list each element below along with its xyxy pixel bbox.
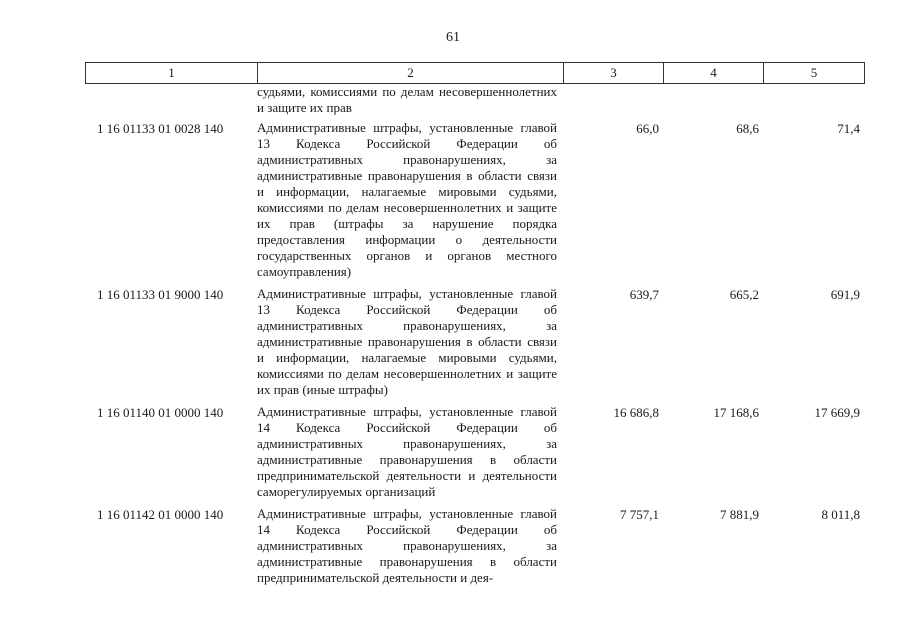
row-value-col-3 (563, 84, 663, 85)
row-value-col-5: 17 669,9 (814, 405, 860, 420)
row-value-col-3: 639,7 (629, 287, 659, 302)
row-description: судьями, комиссиями по делам несовершеннолетних и защите их прав (257, 84, 557, 115)
row-value-col-5: 71,4 (837, 121, 860, 136)
row-description: Административные штрафы, установленные главой 14 Кодекса Российской Федерации об административных правонарушениях, за административные правонарушения в области предпринимательской деятельности и дея- (257, 506, 557, 585)
row-description: Административные штрафы, установленные главой 13 Кодекса Российской Федерации об административных правонарушениях, за административные правонарушения в области связи и информации, налагаемые мировыми судьями, комиссиями по делам несовершеннолетних и защите их прав (штрафы за нарушение порядка предоставления информации о деятельности государственных органов и органов местного самоуправления) (257, 120, 557, 279)
table-row (85, 286, 864, 398)
row-value-col-3: 16 686,8 (613, 405, 659, 420)
header-col-3: 3 (564, 63, 664, 84)
row-value-col-4: 665,2 (729, 287, 759, 302)
row-value-col-3: 7 757,1 (620, 507, 659, 522)
page-number: 61 (446, 30, 460, 45)
header-col-5: 5 (764, 63, 865, 84)
table-row (85, 84, 864, 116)
row-code: 1 16 01142 01 0000 140 (97, 507, 224, 522)
row-value-col-4: 68,6 (736, 121, 759, 136)
row-value-col-4: 17 168,6 (713, 405, 759, 420)
table-body (85, 84, 864, 586)
row-description: Административные штрафы, установленные главой 13 Кодекса Российской Федерации об административных правонарушениях, за административные правонарушения в области связи и информации, налагаемые мировыми судьями, комиссиями по делам несовершеннолетних и защите их прав (иные штрафы) (257, 286, 557, 397)
row-value-col-4 (663, 84, 763, 85)
row-value-col-5: 691,9 (830, 287, 860, 302)
row-value-col-4: 7 881,9 (720, 507, 759, 522)
table-row (85, 404, 864, 500)
table-row (85, 506, 864, 586)
header-col-2: 2 (258, 63, 564, 84)
row-code: 1 16 01140 01 0000 140 (97, 405, 224, 420)
row-value-col-3: 66,0 (636, 121, 659, 136)
header-col-1: 1 (86, 63, 258, 84)
row-code: 1 16 01133 01 0028 140 (97, 121, 224, 136)
row-code (85, 84, 257, 85)
row-value-col-5: 8 011,8 (821, 507, 860, 522)
row-description: Административные штрафы, установленные главой 14 Кодекса Российской Федерации об административных правонарушениях, за административные правонарушения в области предпринимательской деятельности и деятельности саморегулируемых организаций (257, 404, 557, 499)
row-code: 1 16 01133 01 9000 140 (97, 287, 224, 302)
table-row (85, 120, 864, 280)
header-col-4: 4 (664, 63, 764, 84)
row-value-col-5 (763, 84, 864, 85)
table-header (85, 62, 865, 84)
